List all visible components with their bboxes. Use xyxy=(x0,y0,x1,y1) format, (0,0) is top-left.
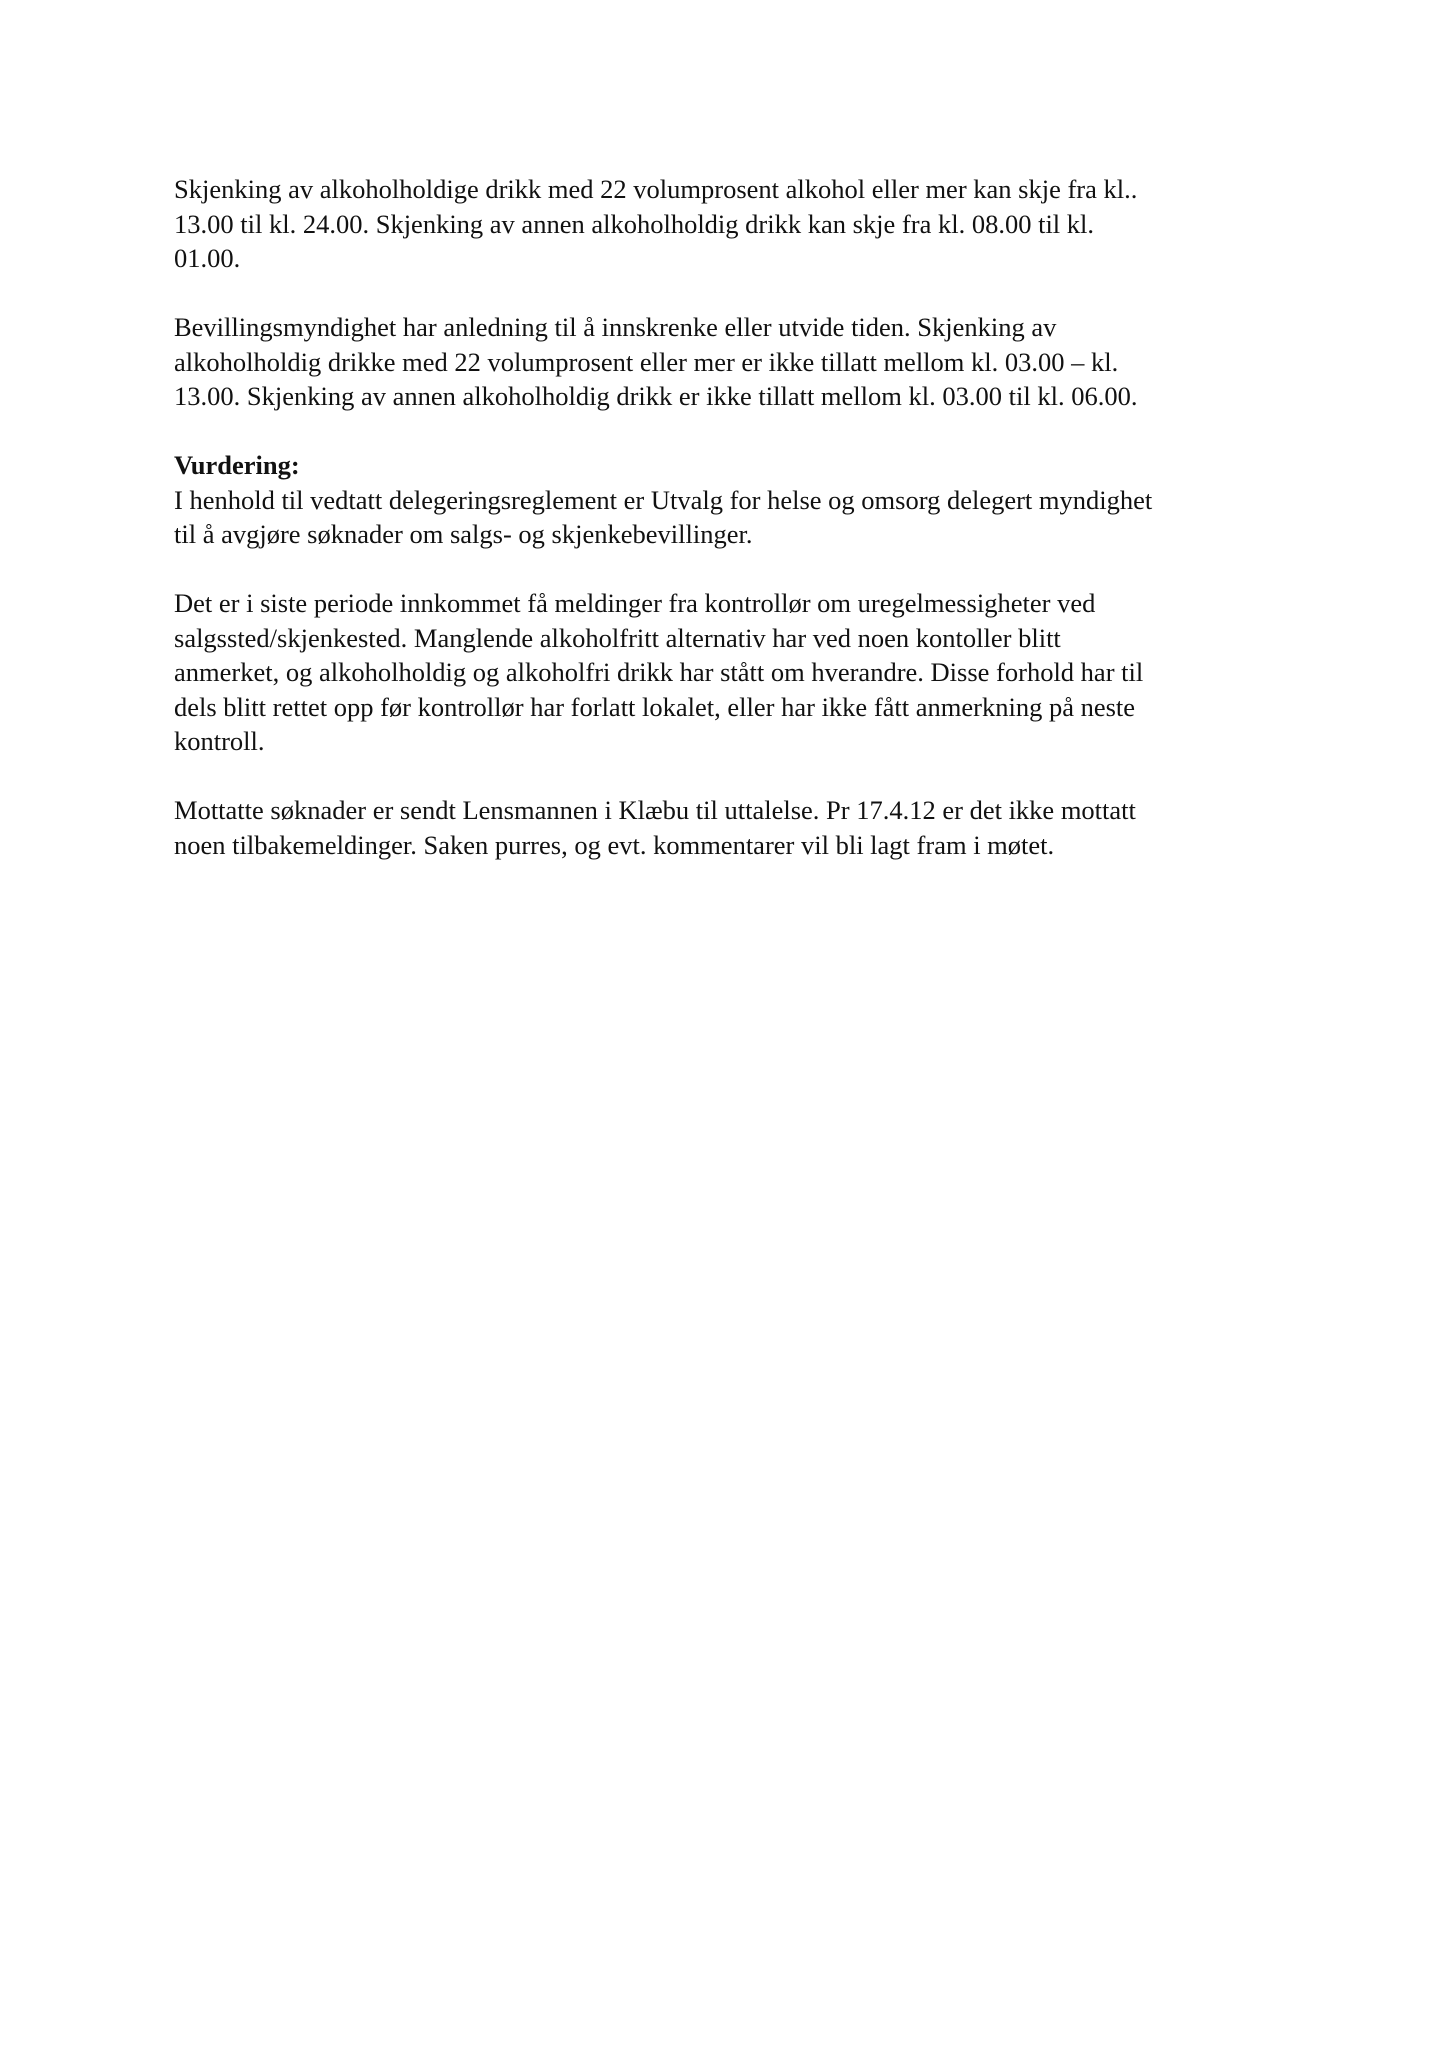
text-line: 13.00 til kl. 24.00. Skjenking av annen alkoholholdig drikk kan skje fra kl. 08.00 til kl. xyxy=(174,208,1095,239)
paragraph-uttalelse xyxy=(174,793,1284,862)
paragraph-delegering xyxy=(174,483,1284,552)
paragraph-kontroll xyxy=(174,586,1284,759)
text-line: 13.00. Skjenking av annen alkoholholdig drikk er ikke tillatt mellom kl. 03.00 til kl. 06.00. xyxy=(174,381,1138,411)
document-body xyxy=(174,172,1284,862)
text-line: Skjenking av alkoholholdige drikk med 22 volumprosent alkohol eller mer kan skje fra kl.. xyxy=(174,174,1138,204)
text-line: til å avgjøre søknader om salgs- og skjenkebevillinger. xyxy=(174,519,753,549)
text-line: kontroll. xyxy=(174,726,265,756)
paragraph-skjenkingstider xyxy=(174,172,1284,276)
text-line: alkoholholdig drikke med 22 volumprosent eller mer er ikke tillatt mellom kl. 03.00 – kl. xyxy=(174,346,1119,377)
text-line: salgssted/skjenkested. Manglende alkoholfritt alternativ har ved noen kontoller blitt xyxy=(174,622,1061,653)
section-heading: Vurdering: xyxy=(174,450,300,480)
text-line: 01.00. xyxy=(174,243,241,273)
text-line: Det er i siste periode innkommet få meldinger fra kontrollør om uregelmessigheter ved xyxy=(174,588,1096,618)
text-line: Mottatte søknader er sendt Lensmannen i Klæbu til uttalelse. Pr 17.4.12 er det ikke mottatt xyxy=(174,795,1136,825)
text-line: I henhold til vedtatt delegeringsreglement er Utvalg for helse og omsorg delegert myndighet xyxy=(174,484,1153,515)
text-line: noen tilbakemeldinger. Saken purres, og evt. kommentarer vil bli lagt fram i møtet. xyxy=(174,829,1055,860)
text-line: dels blitt rettet opp før kontrollør har forlatt lokalet, eller har ikke fått anmerkning på neste xyxy=(174,691,1136,722)
text-line: Bevillingsmyndighet har anledning til å innskrenke eller utvide tiden. Skjenking av xyxy=(174,312,1057,342)
paragraph-bevillingsmyndighet xyxy=(174,310,1284,414)
text-line: anmerket, og alkoholholdig og alkoholfri drikk har stått om hverandre. Disse forhold har til xyxy=(174,657,1144,687)
